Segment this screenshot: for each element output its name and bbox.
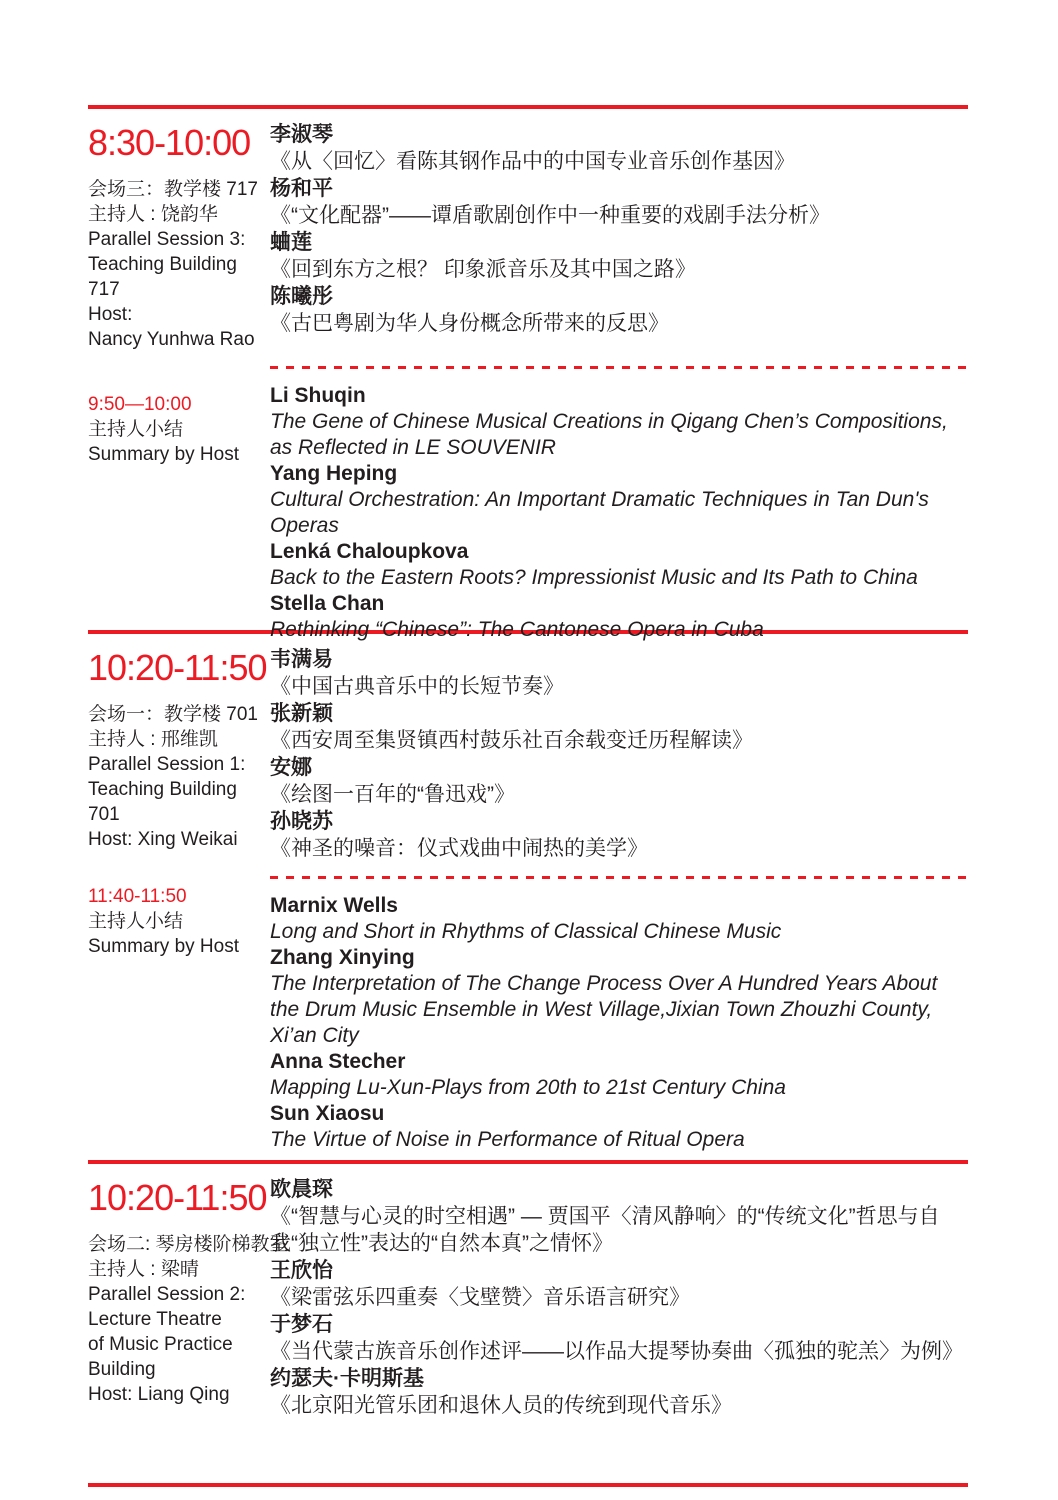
paper-title: 《西安周至集贤镇西村鼓乐社百余载变迁历程解读》: [270, 729, 753, 752]
dashed-divider: [270, 366, 968, 369]
session-main-row: [88, 646, 968, 862]
summary-info-column: [88, 366, 270, 467]
section-divider-top: [88, 105, 968, 109]
dashed-divider: [270, 876, 968, 879]
session-main-row: [88, 121, 968, 352]
paper-entry: [270, 283, 968, 337]
session-block-parallel-3: [88, 121, 968, 643]
paper-entry: [270, 1257, 968, 1311]
session-info-group: [88, 177, 270, 352]
paper-title: 《绘图一百年的“鲁迅戏”》: [270, 783, 515, 806]
summary-entry: [270, 945, 968, 1049]
session-info-column: [88, 121, 270, 352]
session-time: 10:20-11:50: [88, 647, 267, 688]
summary-speaker: Sun Xiaosu: [270, 1102, 385, 1125]
session-room-number: 701: [88, 804, 120, 825]
speaker-name: 王欣怡: [270, 1259, 333, 1282]
session-main-row: [88, 1176, 968, 1419]
session-host-en: Nancy Yunhwa Rao: [88, 329, 255, 350]
session-block-parallel-1: [88, 646, 968, 1153]
summary-row: [88, 366, 968, 643]
paper-entry: [270, 1365, 968, 1419]
speaker-name: 安娜: [270, 756, 312, 779]
paper-title: 《“智慧与心灵的时空相遇” — 贾国平〈清风静响〉的“传统文化”哲思与自我“独立性”表达的“自然本真”之情怀》: [270, 1205, 940, 1255]
paper-entry: [270, 1311, 968, 1365]
session-time: 10:20-11:50: [88, 1177, 267, 1218]
paper-title: 《从〈回忆〉看陈其钢作品中的中国专业音乐创作基因》: [270, 150, 795, 173]
summary-paper-title: Back to the Eastern Roots? Impressionist Music and Its Path to China: [270, 566, 918, 589]
paper-list: [270, 1176, 968, 1419]
summary-info-column: [88, 876, 270, 959]
speaker-name: 孙晓苏: [270, 810, 333, 833]
summary-speaker: Yang Heping: [270, 462, 398, 485]
summary-entry: [270, 461, 968, 539]
summary-paper-list: [270, 876, 968, 1153]
summary-speaker: Stella Chan: [270, 592, 385, 615]
speaker-name: 蛐莲: [270, 231, 312, 254]
summary-entry: [270, 383, 968, 461]
speaker-name: 张新颖: [270, 702, 333, 725]
summary-speaker: Lenká Chaloupkova: [270, 540, 469, 563]
session-room-number: 717: [88, 279, 120, 300]
session-venue-en-2: of Music Practice: [88, 1334, 233, 1355]
session-name-en: Parallel Session 1:: [88, 754, 246, 775]
summary-paper-title: The Virtue of Noise in Performance of Ritual Opera: [270, 1128, 745, 1151]
speaker-name: 陈曦彤: [270, 285, 333, 308]
section-divider-3: [88, 1160, 968, 1164]
summary-entry: [270, 893, 968, 945]
summary-time: 9:50—10:00: [88, 394, 192, 415]
session-name-en: Parallel Session 3:: [88, 229, 246, 250]
session-venue-en: Teaching Building: [88, 254, 237, 275]
session-venue-en: Teaching Building: [88, 779, 237, 800]
paper-entry: [270, 229, 968, 283]
summary-entry: [270, 591, 968, 643]
paper-entry: [270, 1176, 968, 1257]
summary-label-zh: 主持人小结: [88, 419, 184, 440]
summary-label-en: Summary by Host: [88, 444, 239, 465]
session-host-zh: 主持人 : 邢维凯: [88, 729, 218, 750]
paper-list: [270, 646, 968, 862]
session-venue-en-3: Building: [88, 1359, 156, 1380]
summary-speaker: Marnix Wells: [270, 894, 398, 917]
paper-title: 《中国古典音乐中的长短节奏》: [270, 675, 564, 698]
summary-speaker: Zhang Xinying: [270, 946, 415, 969]
paper-title: 《神圣的噪音：仪式戏曲中闹热的美学》: [270, 837, 648, 860]
summary-paper-list: [270, 366, 968, 643]
session-info-group: [88, 702, 270, 852]
session-host-label: Host:: [88, 304, 133, 325]
summary-speaker: Anna Stecher: [270, 1050, 406, 1073]
summary-entry: [270, 1101, 968, 1153]
summary-paper-title: Mapping Lu-Xun-Plays from 20th to 21st Century China: [270, 1076, 786, 1099]
session-host-en: Host: Xing Weikai: [88, 829, 238, 850]
speaker-name: 杨和平: [270, 177, 333, 200]
summary-time: 11:40-11:50: [88, 886, 187, 907]
summary-paper-title: Long and Short in Rhythms of Classical Chinese Music: [270, 920, 782, 943]
session-time: 8:30-10:00: [88, 122, 251, 163]
summary-paper-title: Rethinking “Chinese”: The Cantonese Opera in Cuba: [270, 618, 764, 641]
paper-entry: [270, 754, 968, 808]
summary-paper-title: The Interpretation of The Change Process Over A Hundred Years About the Drum Music Ensemble in West Village,Jixian Town Zhouzhi County, Xi’an City: [270, 972, 938, 1047]
speaker-name: 李淑琴: [270, 123, 333, 146]
paper-title: 《北京阳光管乐团和退休人员的传统到现代音乐》: [270, 1394, 732, 1417]
session-host-en: Host: Liang Qing: [88, 1384, 230, 1405]
session-venue-en: Lecture Theatre: [88, 1309, 222, 1330]
summary-speaker: Li Shuqin: [270, 384, 366, 407]
summary-entry: [270, 1049, 968, 1101]
paper-entry: [270, 646, 968, 700]
paper-entry: [270, 700, 968, 754]
paper-entry: [270, 175, 968, 229]
speaker-name: 欧晨琛: [270, 1178, 333, 1201]
session-venue-zh: 会场三：教学楼 717: [88, 179, 258, 200]
speaker-name: 韦满易: [270, 648, 333, 671]
summary-row: [88, 876, 968, 1153]
session-block-parallel-2: [88, 1176, 968, 1419]
paper-title: 《“文化配器”——谭盾歌剧创作中一种重要的戏剧手法分析》: [270, 204, 830, 227]
summary-label-en: Summary by Host: [88, 936, 239, 957]
session-info-column: [88, 646, 270, 852]
summary-paper-title: Cultural Orchestration: An Important Dramatic Techniques in Tan Dun's Operas: [270, 488, 929, 537]
session-venue-zh: 会场一：教学楼 701: [88, 704, 258, 725]
session-info-group: [88, 1232, 289, 1407]
session-venue-zh: 会场二: 琴房楼阶梯教室: [88, 1234, 289, 1255]
summary-label-zh: 主持人小结: [88, 911, 184, 932]
session-host-zh: 主持人 : 梁晴: [88, 1259, 199, 1280]
paper-entry: [270, 121, 968, 175]
paper-title: 《回到东方之根？ 印象派音乐及其中国之路》: [270, 258, 696, 281]
paper-entry: [270, 808, 968, 862]
session-info-column: [88, 1176, 289, 1407]
summary-paper-title: The Gene of Chinese Musical Creations in Qigang Chen’s Compositions, as Reflected in LE SOUVENIR: [270, 410, 948, 459]
speaker-name: 约瑟夫·卡明斯基: [270, 1367, 424, 1390]
page-bottom-rule: [88, 1483, 968, 1487]
speaker-name: 于梦石: [270, 1313, 333, 1336]
session-name-en: Parallel Session 2:: [88, 1284, 246, 1305]
paper-list: [270, 121, 968, 337]
summary-entry: [270, 539, 968, 591]
paper-title: 《梁雷弦乐四重奏〈戈壁赞〉音乐语言研究》: [270, 1286, 690, 1309]
paper-title: 《古巴粤剧为华人身份概念所带来的反思》: [270, 312, 669, 335]
session-host-zh: 主持人 : 饶韵华: [88, 204, 218, 225]
paper-title: 《当代蒙古族音乐创作述评——以作品大提琴协奏曲〈孤独的驼羔〉为例》: [270, 1340, 963, 1363]
